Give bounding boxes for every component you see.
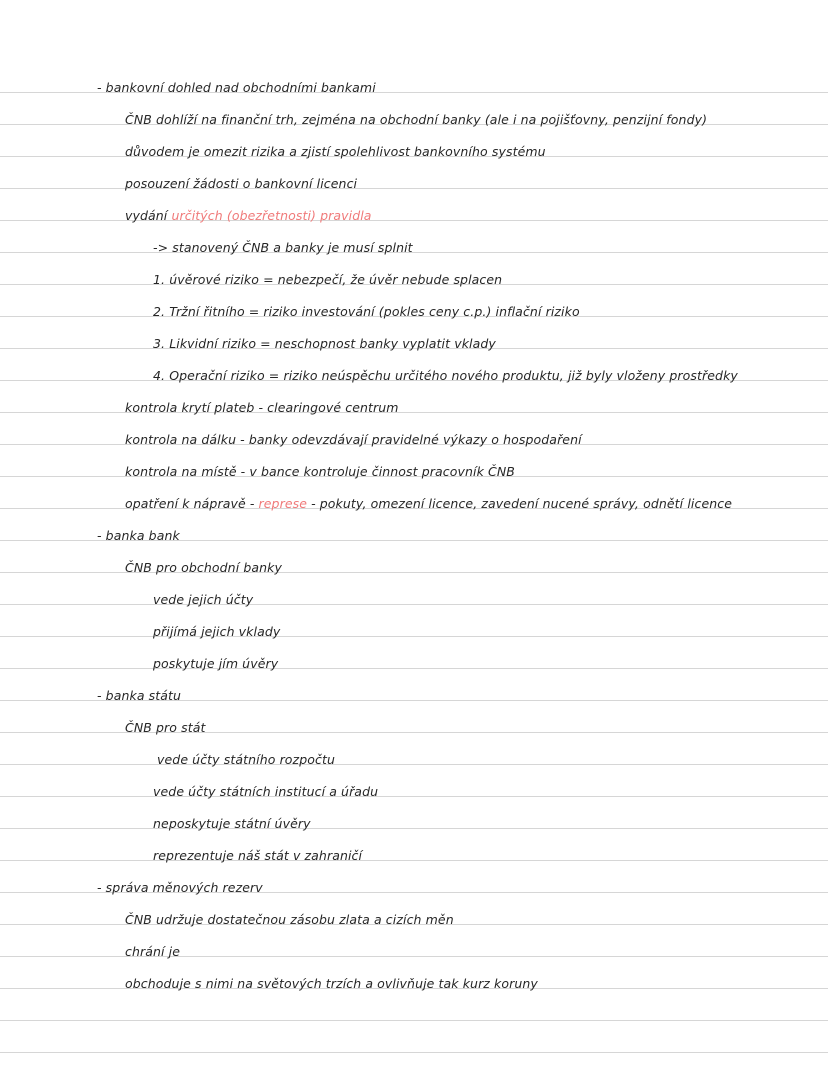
heading-text: - banka bank <box>97 520 180 552</box>
note-line: přijímá jejich vklady <box>153 624 281 639</box>
note-line: 2. Tržní řitního = riziko investování (pokles ceny c.p.) inflační riziko <box>153 304 580 319</box>
notes-list <box>0 72 828 1000</box>
note-line <box>0 200 828 232</box>
section-heading-banking-supervision <box>0 72 828 104</box>
note-line: kontrola na místě - v bance kontroluje činnost pracovník ČNB <box>125 464 515 479</box>
note-line: vede účty státního rozpočtu <box>157 752 335 767</box>
note-line: posouzení žádosti o bankovní licenci <box>125 176 358 191</box>
highlighted-term: určitých (obezřetnosti) pravidla <box>171 208 372 223</box>
note-line: 4. Operační riziko = riziko neúspěchu určitého nového produktu, již byly vloženy prostředky <box>153 368 738 383</box>
note-line: neposkytuje státní úvěry <box>153 816 311 831</box>
note-line: 3. Likvidní riziko = neschopnost banky vyplatit vklady <box>153 336 496 351</box>
heading-text: - bankovní dohled nad obchodními bankami <box>97 72 376 104</box>
note-line: kontrola na dálku - banky odevzdávají pravidelné výkazy o hospodaření <box>125 432 582 447</box>
heading-text: - správa měnových rezerv <box>97 872 263 904</box>
note-line: poskytuje jím úvěry <box>153 656 279 671</box>
note-line: vede jejich účty <box>153 592 254 607</box>
section-heading-currency-reserves <box>0 872 828 904</box>
note-text: opatření k nápravě - <box>125 496 259 511</box>
highlighted-term: represe <box>258 496 308 511</box>
note-line: obchoduje s nimi na světových trzích a ovlivňuje tak kurz koruny <box>125 976 538 991</box>
note-text: - pokuty, omezení licence, zavedení nucené správy, odnětí licence <box>307 496 733 511</box>
note-line: 1. úvěrové riziko = nebezpečí, že úvěr nebude splacen <box>153 272 503 287</box>
note-text: vydání <box>125 208 172 223</box>
heading-text: - banka státu <box>97 680 181 712</box>
note-line: chrání je <box>125 944 181 959</box>
note-line: kontrola krytí plateb - clearingové centrum <box>125 400 399 415</box>
section-heading-state-bank <box>0 680 828 712</box>
note-line: důvodem je omezit rizika a zjistí spolehlivost bankovního systému <box>125 144 546 159</box>
section-heading-bank-of-banks <box>0 520 828 552</box>
note-line <box>0 488 828 520</box>
note-line: -> stanovený ČNB a banky je musí splnit <box>153 240 413 255</box>
note-line: ČNB udržuje dostatečnou zásobu zlata a cizích měn <box>125 912 454 927</box>
note-line: ČNB pro stát <box>125 720 206 735</box>
note-line: vede účty státních institucí a úřadu <box>153 784 379 799</box>
note-line: reprezentuje náš stát v zahraničí <box>153 848 363 863</box>
note-line: ČNB dohlíží na finanční trh, zejména na obchodní banky (ale i na pojišťovny, penzijní fondy) <box>125 112 708 127</box>
note-line: ČNB pro obchodní banky <box>125 560 283 575</box>
